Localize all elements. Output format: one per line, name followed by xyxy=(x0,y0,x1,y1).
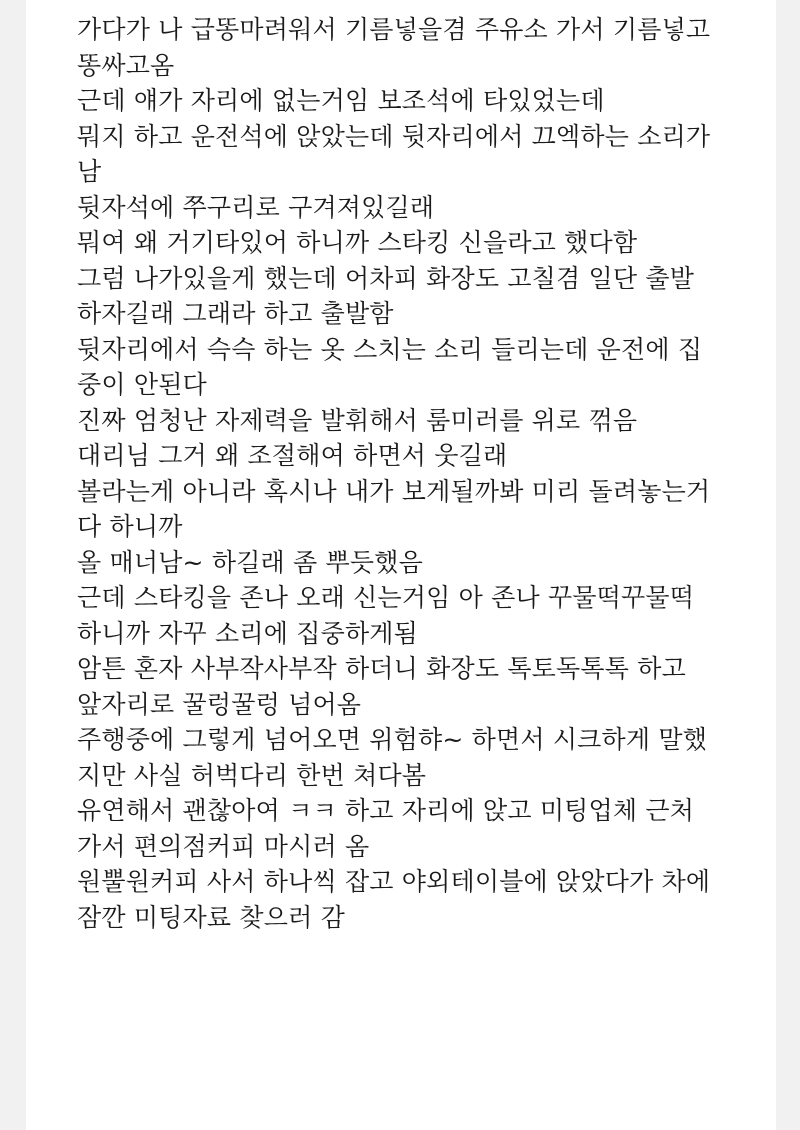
text-line: 유연해서 괜찮아여 ㅋㅋ 하고 자리에 앉고 미팅업체 근처 xyxy=(77,796,695,825)
text-line: 근데 얘가 자리에 없는거임 보조석에 타있었는데 xyxy=(77,86,605,115)
text-line: 그럼 나가있을게 했는데 어차피 화장도 고칠겸 일단 출발 xyxy=(77,263,695,293)
text-line: 똥싸고옴 xyxy=(77,50,175,80)
text-line: 잠깐 미팅자료 찾으러 감 xyxy=(77,902,345,932)
text-line: 가다가 나 급똥마려워서 기름넣을겸 주유소 가서 기름넣고 xyxy=(77,15,711,44)
text-line: 뒷자리에서 슥슥 하는 옷 스치는 소리 들리는데 운전에 집 xyxy=(77,334,703,364)
text-line: 주행중에 그렇게 넘어오면 위험햐~ 하면서 시크하게 말했 xyxy=(77,725,708,754)
text-line: 올 매너남~ 하길래 좀 뿌듯했음 xyxy=(77,547,423,577)
text-line: 지만 사실 허벅다리 한번 쳐다봄 xyxy=(77,760,427,790)
text-line: 볼라는게 아니라 혹시나 내가 보게될까봐 미리 돌려놓는거 xyxy=(77,476,711,506)
text-line: 앞자리로 꿀렁꿀렁 넘어옴 xyxy=(77,689,362,719)
post-body xyxy=(26,0,776,1130)
text-line: 대리님 그거 왜 조절해여 하면서 웃길래 xyxy=(77,441,508,470)
text-line: 하자길래 그래라 하고 출발함 xyxy=(77,299,394,328)
text-line: 중이 안된다 xyxy=(77,370,207,399)
text-line: 뭐여 왜 거기타있어 하니까 스타킹 신을라고 했다함 xyxy=(77,228,638,257)
text-line: 다 하니까 xyxy=(77,512,183,541)
text-line: 뭐지 하고 운전석에 앉았는데 뒷자리에서 끄엑하는 소리가 xyxy=(77,121,711,151)
text-line: 진짜 엄청난 자제력을 발휘해서 룸미러를 위로 꺾음 xyxy=(77,405,638,435)
text-line: 원뿔원커피 사서 하나씩 잡고 야외테이블에 앉았다가 차에 xyxy=(77,867,711,896)
text-line: 가서 편의점커피 마시러 옴 xyxy=(77,831,370,861)
text-line: 남 xyxy=(77,157,102,186)
text-line: 암튼 혼자 사부작사부작 하더니 화장도 톡토독톡톡 하고 xyxy=(77,654,686,683)
text-line: 근데 스타킹을 존나 오래 신는거임 아 존나 꾸물떡꾸물떡 xyxy=(77,583,695,612)
text-line: 하니까 자꾸 소리에 집중하게됨 xyxy=(77,618,418,648)
text-line: 뒷자석에 쭈구리로 구겨져있길래 xyxy=(77,192,435,222)
